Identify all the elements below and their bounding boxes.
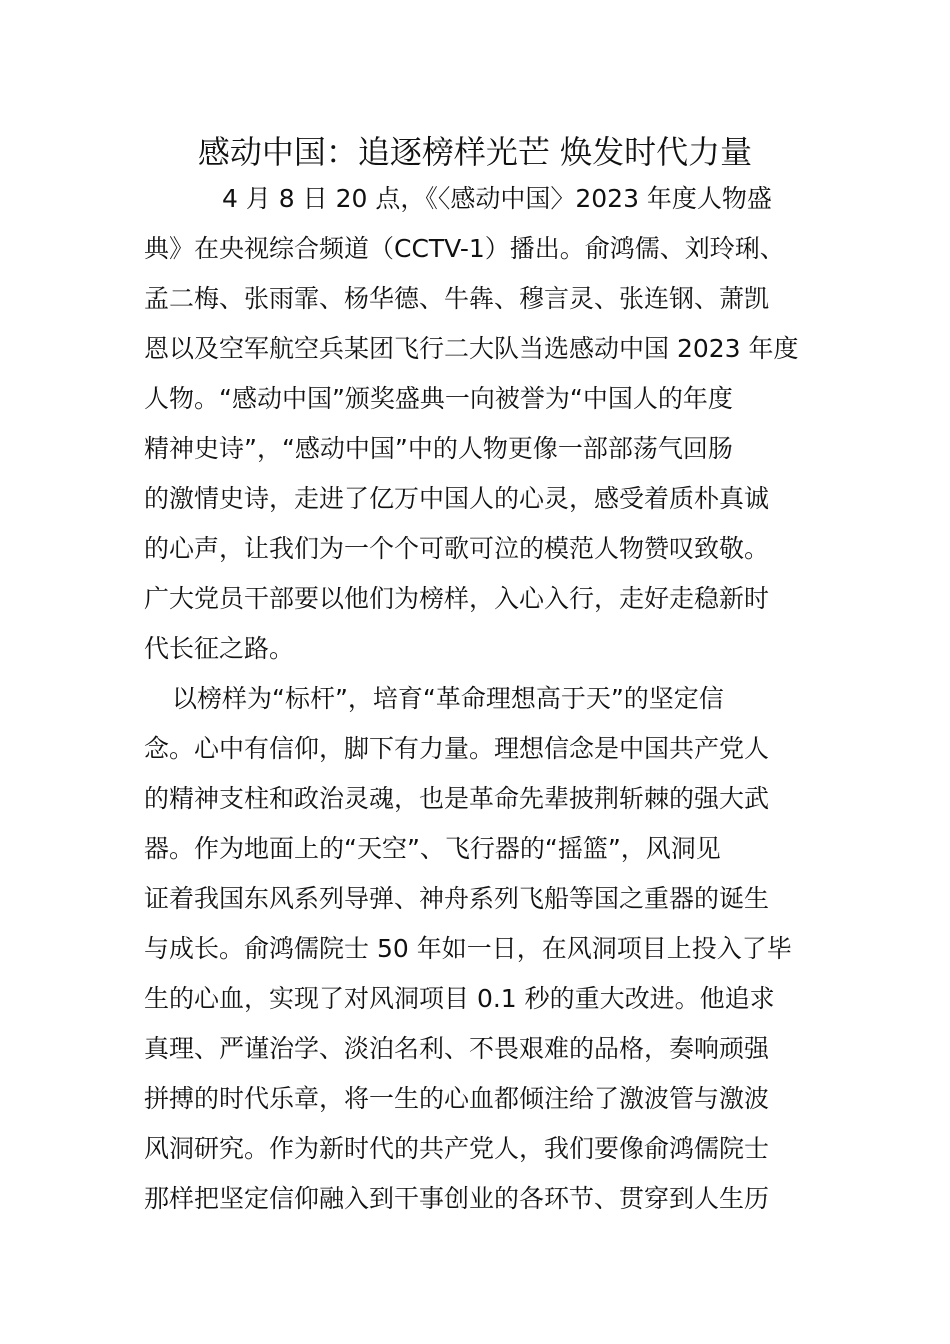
document-title: 感动中国：追逐榜样光芒 焕发时代力量 (197, 133, 753, 171)
paragraph-1-line-2: 典》在央视综合频道（CCTV-1）播出。俞鸿儒、刘玲琍、 (144, 234, 785, 263)
paragraph-1-line-3: 孟二梅、张雨霏、杨华德、牛犇、穆言灵、张连钢、萧凯 (144, 284, 770, 313)
paragraph-2-line-4: 器。作为地面上的“天空”、飞行器的“摇篮”，风洞见 (144, 834, 721, 863)
paragraph-2-line-10: 风洞研究。作为新时代的共产党人，我们要像俞鸿儒院士 (144, 1134, 770, 1163)
paragraph-1-line-7: 的激情史诗，走进了亿万中国人的心灵，感受着质朴真诚 (144, 484, 770, 513)
paragraph-1-line-1: 4 月 8 日 20 点，《〈感动中国〉2023 年度人物盛 (222, 184, 772, 213)
paragraph-2-line-1: 以榜样为“标杆”，培育“革命理想高于天”的坚定信 (172, 684, 724, 713)
paragraph-2-line-8: 真理、严谨治学、淡泊名利、不畏艰难的品格，奏响顽强 (144, 1034, 770, 1063)
paragraph-2-line-9: 拼搏的时代乐章，将一生的心血都倾注给了激波管与激波 (144, 1084, 770, 1113)
paragraph-2-line-2: 念。心中有信仰，脚下有力量。理想信念是中国共产党人 (144, 734, 770, 763)
paragraph-2-line-6: 与成长。俞鸿儒院士 50 年如一日，在风洞项目上投入了毕 (144, 934, 792, 963)
paragraph-1-line-5: 人物。“感动中国”颁奖盛典一向被誉为“中国人的年度 (144, 384, 733, 413)
paragraph-1-line-8: 的心声，让我们为一个个可歌可泣的模范人物赞叹致敬。 (144, 534, 770, 563)
paragraph-2-line-7: 生的心血，实现了对风洞项目 0.1 秒的重大改进。他追求 (144, 984, 775, 1013)
paragraph-2-line-5: 证着我国东风系列导弹、神舟系列飞船等国之重器的诞生 (144, 884, 770, 913)
paragraph-1-line-6: 精神史诗”，“感动中国”中的人物更像一部部荡气回肠 (144, 434, 733, 463)
paragraph-1-line-4: 恩以及空军航空兵某团飞行二大队当选感动中国 2023 年度 (144, 334, 799, 363)
paragraph-1-line-9: 广大党员干部要以他们为榜样，入心入行，走好走稳新时 (144, 584, 770, 613)
paragraph-1-line-10: 代长征之路。 (144, 634, 295, 663)
paragraph-2-line-3: 的精神支柱和政治灵魂，也是革命先辈披荆斩棘的强大武 (144, 784, 770, 813)
paragraph-2-line-11: 那样把坚定信仰融入到干事创业的各环节、贯穿到人生历 (144, 1184, 770, 1213)
